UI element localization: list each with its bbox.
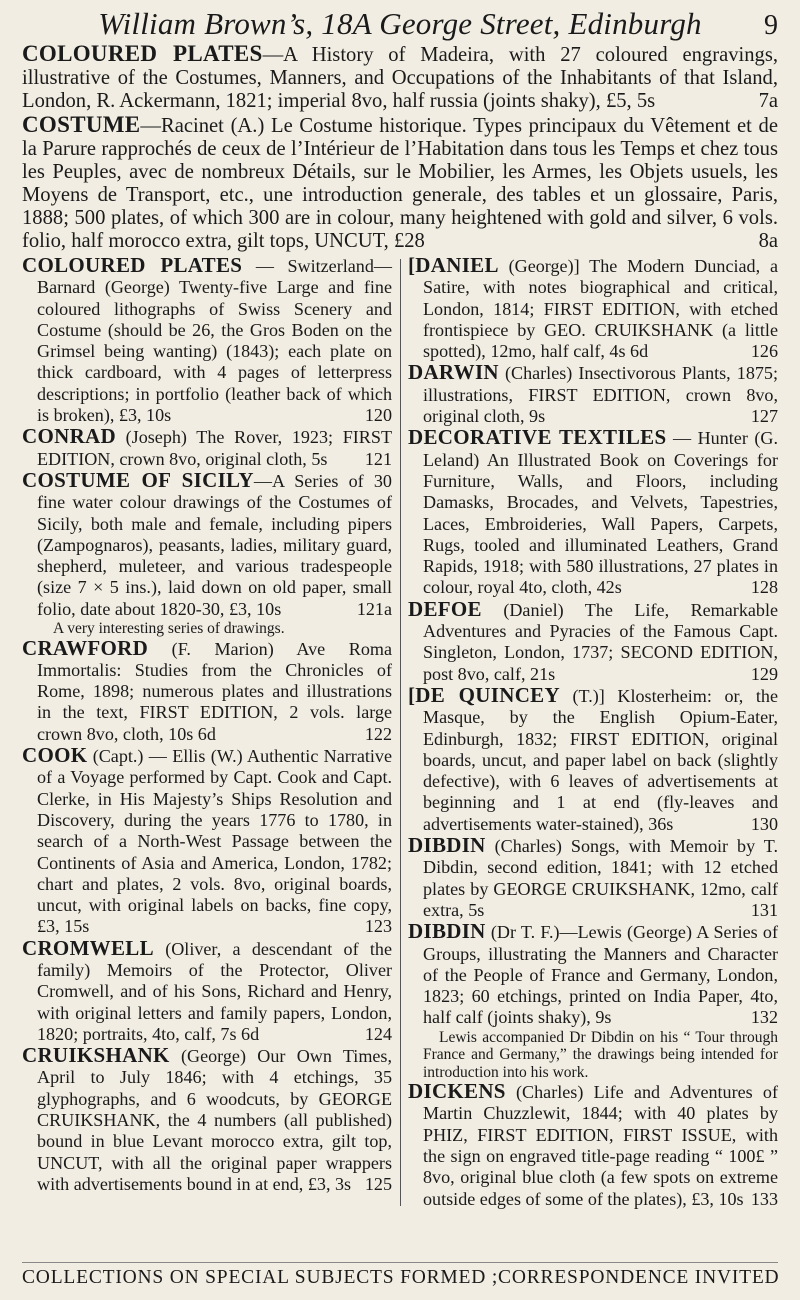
lot-number: 125 [364, 1173, 392, 1194]
entry-description: (T.)] Klosterheim: or, the Masque, by the English Opium-Eater, Edinburgh, 1832; FIRST EDITION, original boards, uncut, and paper label on back (slightly defective), with 6 leaves of advertisements at beginning and 1 at end (fly-leaves and advertisements water-stained), 36s [423, 685, 778, 834]
entry-heading: COSTUME OF SICILY [22, 467, 254, 492]
catalogue-entry [22, 745, 392, 938]
column-divider [400, 259, 401, 1206]
lot-number: 121a [356, 598, 392, 619]
full-width-entries [22, 42, 778, 253]
entry-heading: DEFOE [408, 596, 482, 621]
lot-number: 126 [750, 341, 778, 362]
footer-left-text: COLLECTIONS ON SPECIAL SUBJECTS FORMED ; [22, 1267, 499, 1288]
entry-description: (Charles) Songs, with Memoir by T. Dibdin, second edition, 1841; with 12 etched plates by GEORGE CRUIKSHANK, 12mo, calf extra, 5s [423, 836, 778, 920]
page-footer [22, 1267, 778, 1289]
entry-heading: COSTUME [22, 112, 141, 137]
lot-number: 7a [758, 90, 778, 112]
lot-number: 122 [364, 723, 392, 744]
entry-heading: CRUIKSHANK [22, 1043, 170, 1068]
entry-heading: DARWIN [408, 360, 499, 385]
entry-description: — Hunter (G. Leland) An Illustrated Book on Coverings for Furniture, Walls, and Floors, including Damasks, Brocades, and Velvets, Tapestries, Laces, Embroideries, Wall Papers, Carpets, Rugs, tooled and illuminated Leathers, Grand Rapids, 1918; with 580 illustrations, 27 plates in colour, royal 4to, cloth, 42s [423, 428, 778, 598]
catalogue-entry [408, 427, 778, 598]
entry-heading: [DANIEL [408, 253, 499, 277]
catalogue-entry [408, 1081, 778, 1210]
lot-number: 120 [364, 405, 392, 426]
entry-description: —A History of Madeira, with 27 coloured engravings, illustrative of the Costumes, Manners, and Occupations of the Inhabitants of that Island, London, R. Ackermann, 1821; imperial 8vo, half russia (joints shaky), £5, 5s [22, 44, 778, 112]
entry-heading: COLOURED PLATES [22, 253, 243, 277]
entry-description: (George)] The Modern Dunciad, a Satire, with notes biographical and critical, London, 1814; FIRST EDITION, with etched frontispiece by GEO. CRUIKSHANK (a little spotted), 12mo, half calf, 4s 6d [423, 256, 778, 362]
entry-description: (Oliver, a descendant of the family) Memoirs of the Protector, Oliver Cromwell, and of his Sons, Richard and Henry, with original letters and family papers, London, 1820; portraits, 4to, calf, 7s 6d [37, 938, 392, 1044]
entry-description: — Switzerland—Barnard (George) Twenty-five Large and fine coloured lithographs of Swiss Scenery and Costume (should be 26, the Gros Boden on the Grimsel being wanting) (1843); each plate on thick cardboard, with 4 pages of letterpress descriptions; in portfolio (leather back of which is broken), £3, 10s [37, 256, 392, 426]
catalogue-entry [408, 835, 778, 921]
catalogue-entry [408, 362, 778, 427]
lot-number: 131 [750, 899, 778, 920]
lot-number: 129 [750, 663, 778, 684]
catalogue-entry [22, 113, 778, 253]
lot-number: 8a [758, 230, 778, 252]
entry-description: (Dr T. F.)—Lewis (George) A Series of Groups, illustrating the Manners and Character of the People of France and Germany, London, 1823; 60 etchings, printed on India Paper, 4to, half calf (joints shaky), 9s [423, 922, 778, 1028]
entry-description: —A Series of 30 fine water colour drawings of the Costumes of Sicily, both male and female, including pipers (Zampognaros), peasants, ladies, military guard, shepherd, muleteer, and various tradespeople (size 7 × 5 ins.), laid down on old paper, small folio, date about 1820-30, £3, 10s [37, 470, 392, 619]
entry-description: (Capt.) — Ellis (W.) Authentic Narrative of a Voyage performed by Capt. Cook and Capt. Clerke, in His Majesty’s Ships Resolution and Discovery, during the years 1776 to 1780, in search of a North-West Passage between the Continents of Asia and America, London, 1782; chart and plates, 2 vols. 8vo, original boards, uncut, with original labels on backs, fine copy, £3, 15s [37, 746, 392, 937]
entry-heading: DICKENS [408, 1079, 506, 1104]
entry-heading: COLOURED PLATES [22, 41, 263, 66]
catalogue-entry [22, 426, 392, 470]
entry-note: Lewis accompanied Dr Dibdin on his “ Tour through France and Germany,” the drawings being intended for introduction into his work. [423, 1028, 778, 1081]
entry-description: —Racinet (A.) Le Costume historique. Types principaux du Vêtement et de la Parure rapprochés de ceux de l’Intérieur de l’Habitation dans tous les Temps et chez tous les Peuples, avec de nombreux Détails, sur le Mobilier, les Armes, les Objets usuels, les Moyens de Transport, etc., une introduction generale, des tables et un glossaire, Paris, 1888; 500 plates, of which 300 are in colour, many heightened with gold and silver, 6 vols. folio, half morocco extra, gilt tops, UNCUT, £28 [22, 115, 778, 252]
entry-heading: COOK [22, 743, 88, 768]
entry-heading: CRAWFORD [22, 635, 149, 660]
entry-description: (Charles) Life and Adventures of Martin Chuzzlewit, 1844; with 40 plates by PHIZ, FIRST EDITION, FIRST ISSUE, with the sign on engraved title-page reading “ 100£ ” 8vo, original blue cloth (a few spots on extreme outside edges of some of the plates), £3, 10s [423, 1082, 778, 1209]
entry-description: (Joseph) The Rover, 1923; FIRST EDITION, crown 8vo, original cloth, 5s [37, 427, 392, 469]
entry-heading: DIBDIN [408, 833, 486, 858]
entry-heading: [DE QUINCEY [408, 682, 560, 707]
catalogue-entry [22, 935, 392, 1045]
lot-number: 121 [364, 448, 392, 469]
catalogue-entry [22, 42, 778, 113]
entry-heading: DECORATIVE TEXTILES [408, 425, 667, 450]
entry-description: (George) Our Own Times, April to July 1846; with 4 etchings, 35 glyphographs, and 6 woodcuts, by GEORGE CRUIKSHANK, the 4 numbers (all published) bound in blue Levant morocco extra, gilt top, UNCUT, with all the original paper wrappers with advertisements bound in at end, £3, 3s [37, 1046, 392, 1194]
catalogue-entry [408, 921, 778, 1028]
catalogue-entry [22, 1045, 392, 1195]
left-column [22, 255, 392, 1210]
lot-number: 124 [364, 1023, 392, 1044]
lot-number: 132 [750, 1007, 778, 1028]
lot-number: 128 [750, 577, 778, 598]
catalogue-entry [408, 682, 778, 835]
page-header [22, 6, 778, 42]
entry-description: (F. Marion) Ave Roma Immortalis: Studies from the Chronicles of Rome, 1898; numerous plates and illustrations in the text, FIRST EDITION, 2 vols. large crown 8vo, cloth, 10s 6d [37, 638, 392, 744]
footer-right-text: CORRESPONDENCE INVITED [498, 1267, 780, 1288]
entry-heading: DIBDIN [408, 919, 486, 944]
catalogue-entry [22, 255, 392, 426]
two-column-listing [22, 255, 778, 1210]
lot-number: 127 [750, 406, 778, 427]
catalogue-entry [22, 635, 392, 745]
page-number: 9 [764, 10, 778, 41]
footer-rule [22, 1262, 778, 1263]
right-column [408, 255, 778, 1210]
lot-number: 133 [750, 1188, 778, 1209]
catalogue-entry [22, 467, 392, 620]
catalogue-entry [408, 596, 778, 685]
entry-description: (Daniel) The Life, Remarkable Adventures and Pyracies of the Famous Capt. Singleton, London, 1737; SECOND EDITION, post 8vo, calf, 21s [423, 599, 778, 684]
entry-note: A very interesting series of drawings. [53, 620, 285, 638]
entry-heading: CROMWELL [22, 935, 154, 960]
entry-description: (Charles) Insectivorous Plants, 1875; illustrations, FIRST EDITION, crown 8vo, original cloth, 9s [423, 363, 778, 427]
lot-number: 130 [750, 813, 778, 834]
entry-heading: CONRAD [22, 424, 116, 449]
lot-number: 123 [364, 916, 392, 937]
bookseller-address: William Brown’s, 18A George Street, Edinburgh [98, 6, 702, 41]
catalogue-entry [408, 255, 778, 362]
